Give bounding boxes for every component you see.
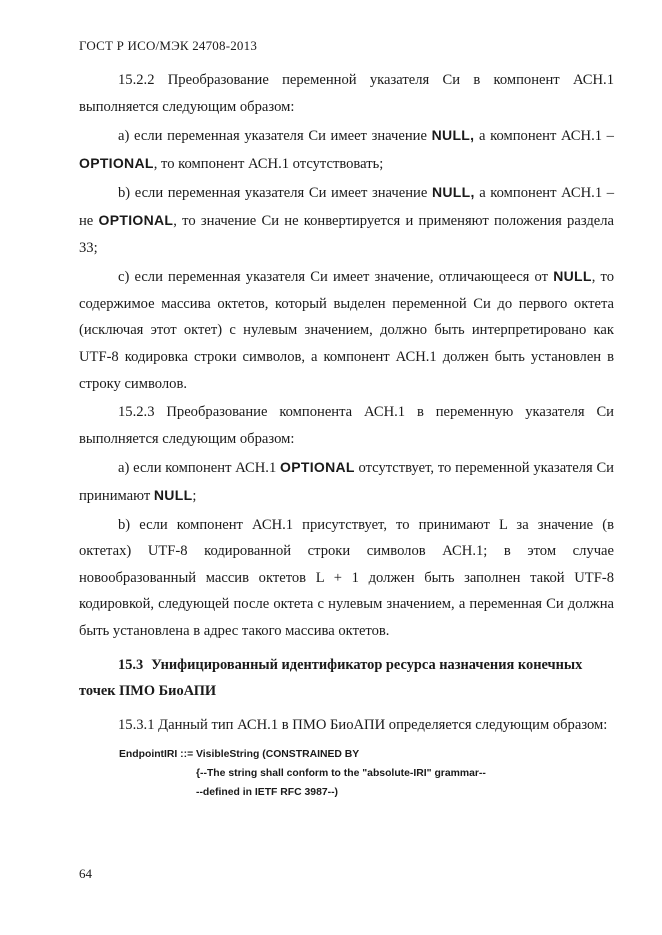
list-item-c-1: c) если переменная указателя Си имеет значение, отличающееся от NULL, то содержимое массива октетов, который выделен переменной Си до первого октета (исключая этот октет) с нулевым значением, должно быть интерпретировано как UTF-8 кодировка строки символов, а компонент АСН.1 должен быть установлен в строку символов. <box>79 268 615 392</box>
section-number: 15.3 <box>118 657 144 674</box>
paragraph-15-2-2: 15.2.2 Преобразование переменной указателя Си в компонент АСН.1 выполняется следующим образом: <box>79 72 614 115</box>
code-line-1: EndpointIRI ::= VisibleString (CONSTRAINED BY <box>119 749 360 760</box>
code-line-2: {--The string shall conform to the "absolute-IRI" grammar-- <box>196 768 486 779</box>
section-title: Унифицированный идентификатор ресурса назначения конечных точек ПМО БиоАПИ <box>79 657 583 700</box>
keyword-null: NULL <box>553 268 592 285</box>
list-item-a-1: a) если переменная указателя Си имеет значение NULL, а компонент АСН.1 – OPTIONAL, то компонент АСН.1 отсутствовать; <box>79 127 614 172</box>
paragraph-15-2-3: 15.2.3 Преобразование компонента АСН.1 в переменную указателя Си выполняется следующим образом: <box>79 404 614 447</box>
list-item-b-2: b) если компонент АСН.1 присутствует, то принимают L за значение (в октетах) UTF-8 кодированной строки символов АСН.1; в этом случае новообразованный массив октетов L + 1 должен быть заполнен такой UTF-8 кодировкой, следующей после октета с нулевым значением, а переменная Си должна быть установлена в адрес такого массива октетов. <box>79 516 614 639</box>
keyword-null: NULL, <box>431 184 475 201</box>
paragraph-15-3-1: 15.3.1 Данный тип АСН.1 в ПМО БиоАПИ определяется следующим образом: <box>118 717 608 734</box>
list-item-a-2: a) если компонент АСН.1 OPTIONAL отсутствует, то переменной указателя Си принимают NULL; <box>79 459 614 504</box>
section-heading-15-3 <box>79 652 614 704</box>
asn1-definition-block <box>119 745 486 802</box>
page-number: 64 <box>79 866 92 881</box>
code-line-3: --defined in IETF RFC 3987--) <box>196 787 339 798</box>
keyword-null: NULL, <box>431 127 475 144</box>
keyword-null: NULL <box>153 486 193 503</box>
list-item-b-1: b) если переменная указателя Си имеет значение NULL, а компонент АСН.1 – не OPTIONAL, то значение Си не конвертируется и применяют положения раздела 33; <box>79 184 614 256</box>
keyword-optional: OPTIONAL <box>280 459 355 476</box>
document-body <box>79 67 614 734</box>
standard-header: ГОСТ Р ИСО/МЭК 24708-2013 <box>79 38 258 53</box>
keyword-optional: OPTIONAL <box>79 154 154 171</box>
keyword-optional: OPTIONAL <box>98 211 174 228</box>
